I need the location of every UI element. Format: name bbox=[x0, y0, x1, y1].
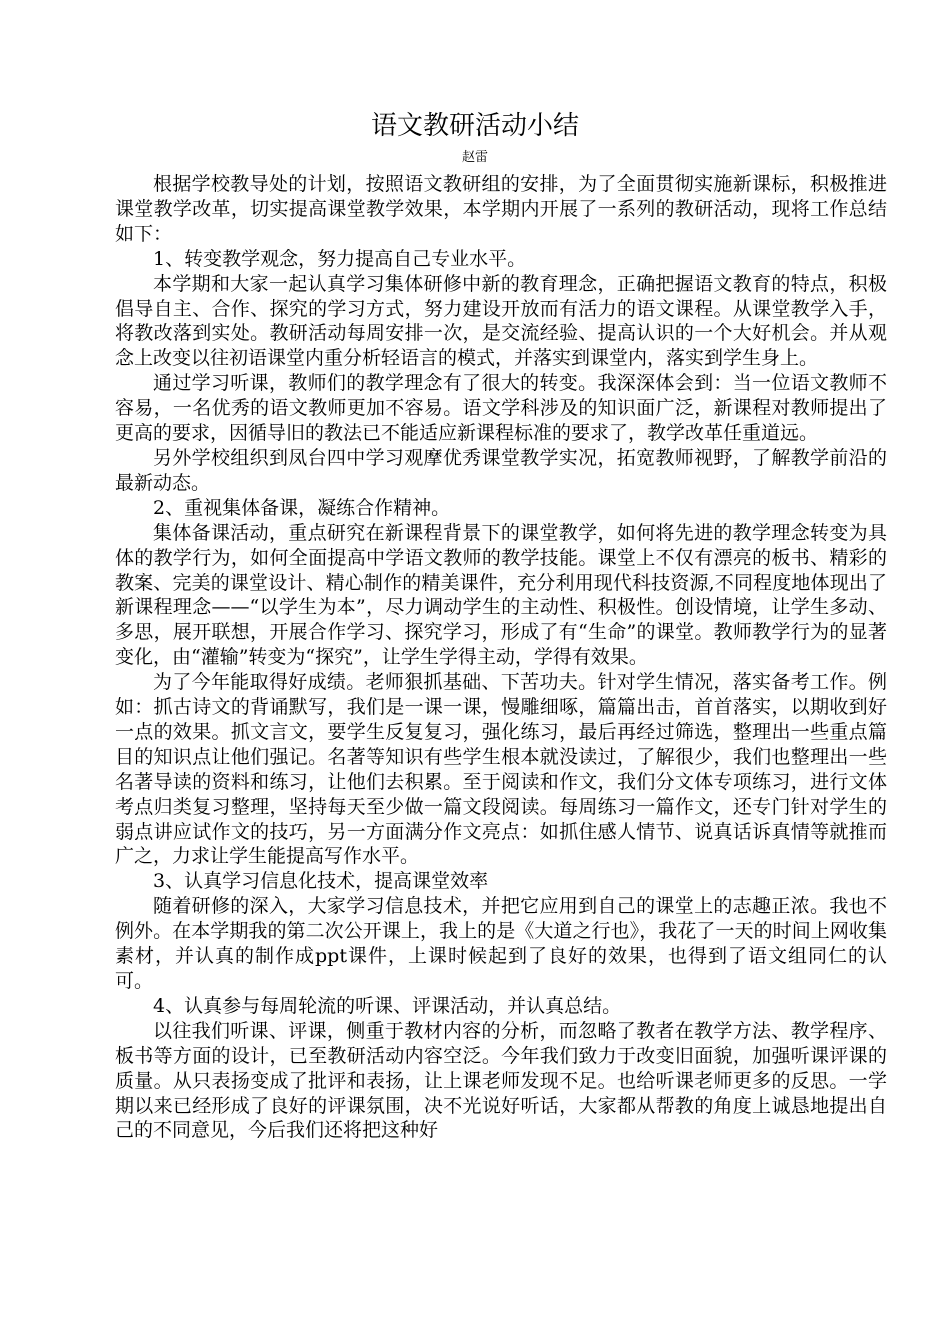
paragraph: 本学期和大家一起认真学习集体研修中新的教育理念，正确把握语文教育的特点，积极倡导自主、合作、探究的学习方式，努力建设开放而有活力的语文课程。从课堂教学入手，将教改落到实处。教研活动每周安排一次，是交流经验、提高认识的一个大好机会。并从观念上改变以往初语课堂内重分析轻语言的模式，并落实到课堂内，落实到学生身上。 bbox=[115, 272, 887, 370]
document-author: 赵雷 bbox=[461, 150, 488, 165]
paragraph: 集体备课活动，重点研究在新课程背景下的课堂教学，如何将先进的教学理念转变为具体的教学行为，如何全面提高中学语文教师的教学技能。课堂上不仅有漂亮的板书、精彩的教案、完美的课堂设计、精心制作的精美课件，充分利用现代科技资源,不同程度地体现出了新课程理念——“以学生为本”，尽力调动学生的主动性、积极性。创设情境，让学生多动、多思，展开联想，开展合作学习、探究学习，形成了有“生命”的课堂。教师教学行为的显著变化，由“灌输”转变为“探究”，让学生学得主动，学得有效果。 bbox=[115, 521, 887, 669]
section-heading: 3、认真学习信息化技术，提高课堂效率 bbox=[153, 870, 489, 893]
section-heading: 4、认真参与每周轮流的听课、评课活动，并认真总结。 bbox=[153, 994, 622, 1017]
paragraph: 随着研修的深入，大家学习信息技术，并把它应用到自己的课堂上的志趣正浓。我也不例外。在本学期我的第二次公开课上，我上的是《大道之行也》，我花了一天的时间上网收集素材，并认真的制作成ppt课件，上课时候起到了良好的效果，也得到了语文组同仁的认可。 bbox=[115, 895, 887, 992]
section-heading: 1、转变教学观念，努力提高自己专业水平。 bbox=[153, 247, 527, 270]
paragraph: 通过学习听课，教师们的教学理念有了很大的转变。我深深体会到：当一位语文教师不容易，一名优秀的语文教师更加不容易。语文学科涉及的知识面广泛，新课程对教师提出了更高的要求，因循导旧的教法已不能适应新课程标准的要求了，教学改革任重道远。 bbox=[115, 372, 887, 445]
section-heading: 2、重视集体备课，凝练合作精神。 bbox=[153, 496, 451, 519]
document-body bbox=[115, 172, 887, 1143]
paragraph: 另外学校组织到凤台四中学习观摩优秀课堂教学实况，拓宽教师视野，了解教学前沿的最新动态。 bbox=[115, 446, 887, 494]
document-title: 语文教研活动小结 bbox=[370, 111, 579, 141]
paragraph: 根据学校教导处的计划，按照语文教研组的安排，为了全面贯彻实施新课标，积极推进课堂教学改革，切实提高课堂教学效果，本学期内开展了一系列的教研活动，现将工作总结如下： bbox=[115, 173, 887, 245]
paragraph: 为了今年能取得好成绩。老师狠抓基础、下苦功夫。针对学生情况，落实备考工作。例如：抓古诗文的背诵默写，我们是一课一课，慢雕细啄，篇篇出击，首首落实，以期收到好一点的效果。抓文言文，要学生反复复习，强化练习，最后再经过筛选，整理出一些重点篇目的知识点让他们强记。名著等知识有些学生根本就没读过，了解很少，我们也整理出一些名著导读的资料和练习，让他们去积累。至于阅读和作文，我们分文体专项练习，进行文体考点归类复习整理，坚持每天至少做一篇文段阅读。每周练习一篇作文，还专门针对学生的弱点讲应试作文的技巧，另一方面满分作文亮点：如抓住感人情节、说真话诉真情等就推而广之，力求让学生能提高写作水平。 bbox=[115, 671, 887, 868]
paragraph: 以往我们听课、评课，侧重于教材内容的分析，而忽略了教者在教学方法、教学程序、板书等方面的设计，已至教研活动内容空泛。今年我们致力于改变旧面貌，加强听课评课的质量。从只表扬变成了批评和表扬，让上课老师发现不足。也给听课老师更多的反思。一学期以来已经形成了良好的评课氛围，决不光说好听话，大家都从帮教的角度上诚恳地提出自己的不同意见，今后我们还将把这种好 bbox=[115, 1019, 887, 1142]
